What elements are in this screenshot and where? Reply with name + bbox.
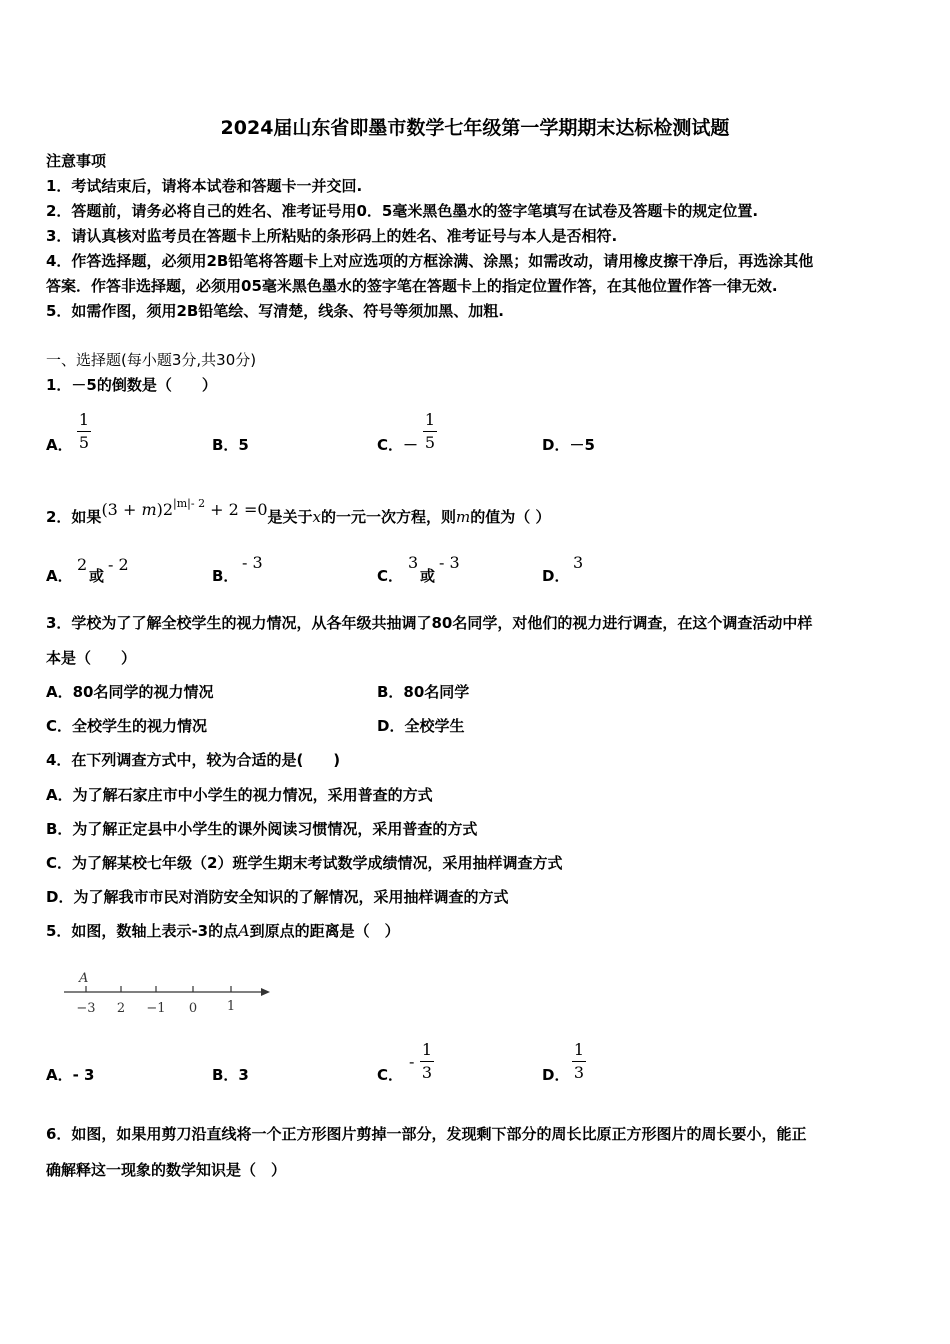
question-3-stem-line-2: 本是（ ） [46, 649, 137, 667]
q2-option-c-label: C． [377, 567, 404, 585]
notice-heading: 注意事项 [46, 152, 107, 170]
fraction-bar [423, 431, 437, 432]
fraction-denominator: 3 [573, 1063, 585, 1082]
eq-var-m: m [141, 500, 157, 519]
eq-part: + 2 =0 [205, 500, 268, 519]
q3-option-b: B．80名同学 [377, 683, 470, 701]
tick-label: 2 [116, 1001, 126, 1016]
q2-option-c-value-2: - 3 [439, 553, 460, 572]
fraction-bar [420, 1061, 434, 1062]
eq-exponent: |m|- 2 [173, 497, 206, 510]
fraction-denominator: 3 [421, 1063, 433, 1082]
page-title: 2024届山东省即墨市数学七年级第一学期期末达标检测试题 [220, 117, 730, 139]
q3-option-a: A．80名同学的视力情况 [46, 683, 214, 701]
q5-option-c-sign: - [409, 1052, 415, 1071]
notice-item: 5．如需作图，须用2B铅笔绘、写清楚，线条、符号等须加黑、加粗. [46, 302, 505, 320]
question-5-stem [46, 921, 400, 941]
q2-stem-post: 的值为（ ） [470, 508, 551, 526]
tick-label: 0 [188, 1001, 198, 1016]
q2-equation [101, 497, 268, 519]
q2-stem-mid: 的一元一次方程，则 [321, 508, 457, 526]
q1-option-a-fraction [77, 410, 91, 453]
q2-option-a-value-2: - 2 [108, 555, 129, 574]
q1-option-c-fraction [423, 410, 437, 453]
q4-option-a: A．为了解石家庄市中小学生的视力情况，采用普查的方式 [46, 786, 433, 804]
tick-label: −3 [76, 1001, 96, 1016]
q2-option-a-or: 或 [89, 567, 105, 585]
var-a: A [238, 921, 250, 940]
q1-option-b: B．5 [212, 436, 249, 454]
q3-option-c: C．全校学生的视力情况 [46, 717, 208, 735]
q1-option-a-label: A． [46, 436, 73, 454]
point-a-label: A [79, 971, 89, 986]
notice-item: 答案．作答非选择题，必须用05毫米黑色墨水的签字笔在答题卡上的指定位置作答，在其他位置作答一律无效. [46, 277, 778, 295]
fraction-denominator: 5 [78, 433, 90, 452]
notice-item: 2．答题前，请务必将自己的姓名、准考证号用0．5毫米黑色墨水的签字笔填写在试卷及答题卡的规定位置. [46, 202, 759, 220]
notice-item: 1．考试结束后，请将本试卷和答题卡一并交回. [46, 177, 363, 195]
q5-option-c-label: C． [377, 1066, 404, 1084]
q1-option-d: D．－5 [542, 436, 595, 454]
question-6-stem-line-2: 确解释这一现象的数学知识是（ ） [46, 1161, 287, 1179]
q2-stem-mid: 是关于 [267, 508, 313, 526]
var-x: x [312, 508, 322, 526]
q1-option-c-label: C．－ [377, 436, 419, 454]
q4-option-d: D．为了解我市市民对消防安全知识的了解情况，采用抽样调查的方式 [46, 888, 509, 906]
notice-item: 4．作答选择题，必须用2B铅笔将答题卡上对应选项的方框涂满、涂黑；如需改动，请用橡皮擦干净后，再选涂其他 [46, 252, 814, 270]
fraction-numerator: 1 [424, 410, 436, 429]
q5-option-b: B．3 [212, 1066, 249, 1084]
notice-item: 3．请认真核对监考员在答题卡上所粘贴的条形码上的姓名、准考证号与本人是否相符. [46, 227, 618, 245]
q2-option-a-label: A． [46, 567, 73, 585]
q5-option-d-label: D． [542, 1066, 570, 1084]
question-1-stem: 1．－5的倒数是（ ） [46, 376, 217, 394]
q2-option-c-or: 或 [420, 567, 436, 585]
q2-option-b-label: B． [212, 567, 239, 585]
fraction-bar [77, 431, 91, 432]
q5-option-d-fraction [572, 1040, 586, 1083]
fraction-numerator: 1 [421, 1040, 433, 1059]
q4-option-b: B．为了解正定县中小学生的课外阅读习惯情况，采用普查的方式 [46, 820, 478, 838]
tick-label: −1 [146, 1001, 166, 1016]
q2-option-c-value-1: 3 [408, 553, 419, 572]
q2-option-d-value: 3 [573, 553, 584, 572]
q5-option-c-fraction [420, 1040, 434, 1083]
eq-part: (3 + [101, 500, 142, 519]
question-4-stem: 4．在下列调查方式中，较为合适的是( ) [46, 751, 341, 769]
var-m: m [456, 508, 471, 526]
fraction-numerator: 1 [78, 410, 90, 429]
fraction-bar [572, 1061, 586, 1062]
q2-option-d-label: D． [542, 567, 570, 585]
number-line-figure [60, 965, 275, 1020]
q5-stem-post: 到原点的距离是（ ） [249, 922, 400, 940]
arrow-icon [261, 988, 270, 996]
question-3-stem-line-1: 3．学校为了了解全校学生的视力情况，从各年级共抽调了80名同学，对他们的视力进行调查，在这个调查活动中样 [46, 614, 813, 632]
q2-option-a-value-1: 2 [77, 555, 88, 574]
fraction-numerator: 1 [573, 1040, 585, 1059]
eq-part: )2 [156, 500, 174, 519]
question-6-stem-line-1: 6．如图，如果用剪刀沿直线将一个正方形图片剪掉一部分，发现剩下部分的周长比原正方形图片的周长要小，能正 [46, 1125, 807, 1143]
q2-stem-pre: 2．如果 [46, 508, 102, 526]
q2-option-b-value: - 3 [242, 553, 263, 572]
q5-stem-pre: 5．如图，数轴上表示-3的点 [46, 922, 239, 940]
q3-option-d: D．全校学生 [377, 717, 465, 735]
fraction-denominator: 5 [424, 433, 436, 452]
q5-option-a: A．- 3 [46, 1066, 95, 1084]
section-heading: 一、选择题(每小题3分,共30分) [46, 351, 257, 369]
tick-label: 1 [226, 999, 236, 1014]
q4-option-c: C．为了解某校七年级（2）班学生期末考试数学成绩情况，采用抽样调查方式 [46, 854, 563, 872]
question-2-stem [46, 497, 551, 529]
